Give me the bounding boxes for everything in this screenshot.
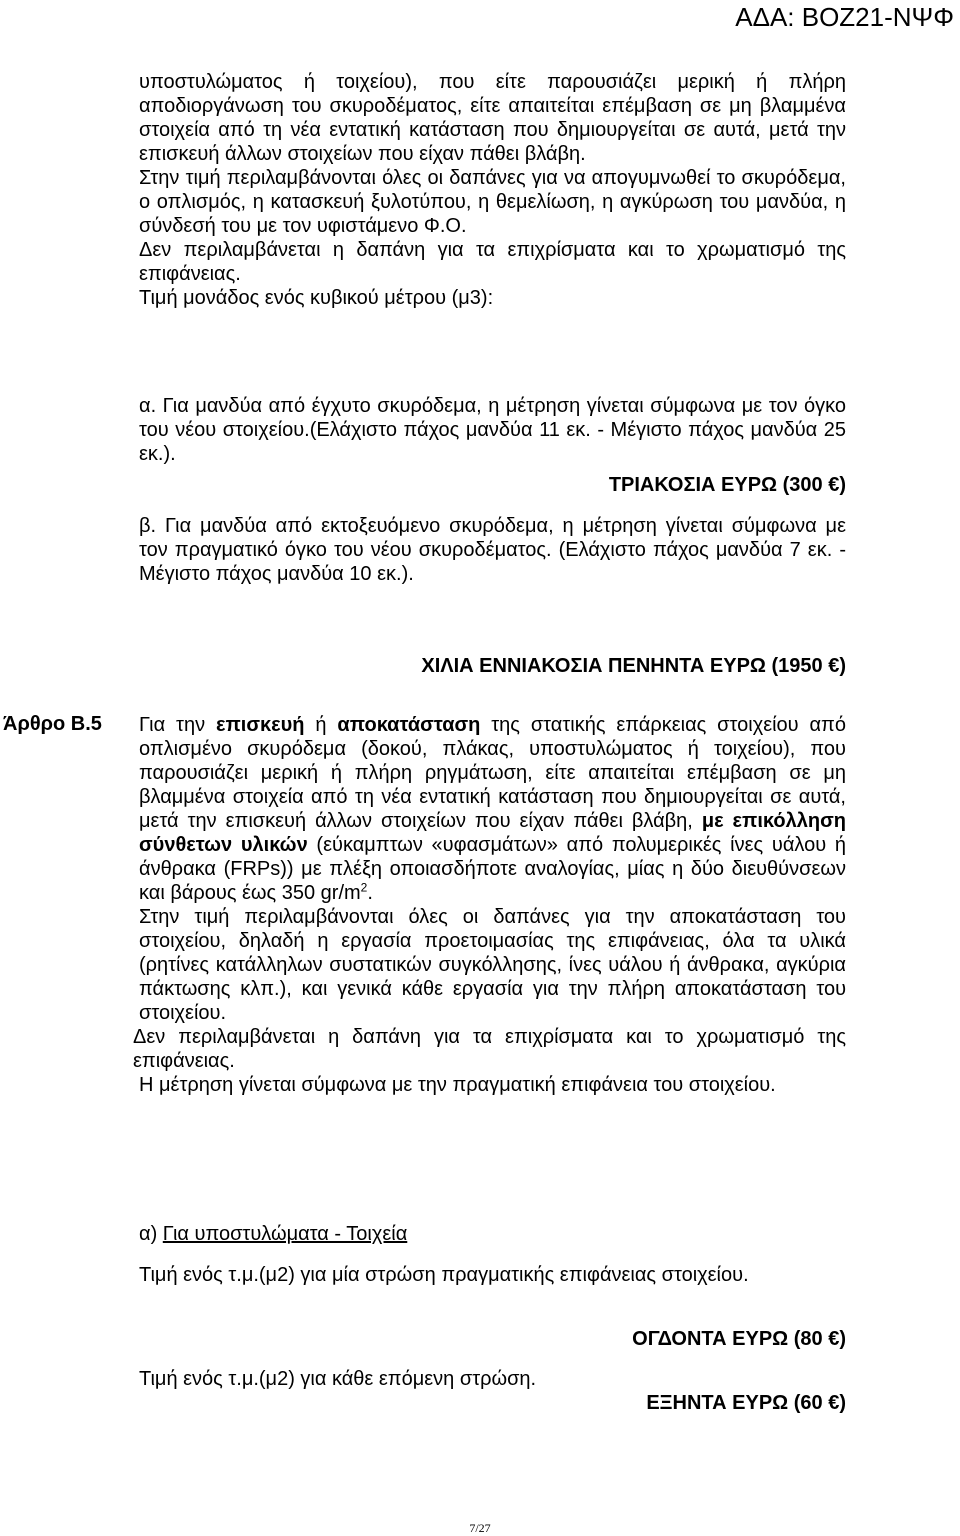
superscript: 2 xyxy=(360,880,368,895)
paragraph: Δεν περιλαμβάνεται η δαπάνη για τα επιχρίσματα και το χρωματισμό της επιφάνειας. xyxy=(133,1026,846,1072)
option-beta xyxy=(139,514,846,586)
paragraph: Στην τιμή περιλαμβάνονται όλες οι δαπάνες για την αποκατάσταση του στοιχείου, δηλαδή η εργασία προετοιμασίας της επιφάνειας, όλα τα υλικά (ρητίνες κατάλληλων συστατικών συγκόλλησης, ίνες υάλου ή άνθρακα, αγκύρια πάκτωσης κλπ.), και γενικά κάθε εργασία για την πλήρη αποκατάσταση του στοιχείου. xyxy=(139,906,846,1024)
text-run: . xyxy=(367,882,373,904)
paragraph: β. Για μανδύα από εκτοξευόμενο σκυρόδεμα, η μέτρηση γίνεται σύμφωνα με τον πραγματικό όγκο του νέου σκυροδέματος. (Ελάχιστο πάχος μανδύα 7 εκ. - Μέγιστο πάχος μανδύα 10 εκ.). xyxy=(139,515,846,585)
emphasis: με επικόλληση σύνθετων υλικών xyxy=(139,810,846,856)
page-number: 7/27 xyxy=(469,1521,491,1535)
text-run: ή xyxy=(304,714,338,736)
paragraph: Τιμή μονάδος ενός κυβικού μέτρου (μ3): xyxy=(139,287,494,309)
option-alpha xyxy=(139,394,846,466)
subsection-heading xyxy=(139,1222,846,1246)
subsection-title: Για υποστυλώματα - Τοιχεία xyxy=(162,1223,408,1245)
text-run: της στατικής επάρκειας στοιχείου από οπλισμένο σκυρόδεμα (δοκού, πλάκας, υποστυλώματος ή τοιχείου), που παρουσιάζει μερική ή πλήρη ρηγμάτωση, είτε απαιτείται επέμβαση σε μη βλαμμένα στοιχεία από τη νέα εντατική κατάσταση που δημιουργείται σε αυτά, μετά την επισκευή άλλων στοιχείων που είχαν πάθει βλάβη, xyxy=(139,714,846,832)
paragraph: υποστυλώματος ή τοιχείου), που είτε παρουσιάζει μερική ή πλήρη αποδιοργάνωση του σκυροδέματος, είτε απαιτείται επέμβαση σε μη βλαμμένα στοιχεία από τη νέα εντατική κατάσταση που δημιουργείται σε αυτά, μετά την επισκευή άλλων στοιχείων που είχαν πάθει βλάβη. xyxy=(139,71,846,165)
continued-description xyxy=(139,70,846,310)
paragraph xyxy=(139,713,846,905)
text-run: Για την xyxy=(139,714,216,736)
paragraph: Τιμή ενός τ.μ.(μ2) για μία στρώση πραγματικής επιφάνειας στοιχείου. xyxy=(139,1264,749,1286)
price-1: ΟΓΔΟΝΤΑ ΕΥΡΩ (80 €) xyxy=(632,1328,846,1350)
price-2: ΕΞΗΝΤΑ ΕΥΡΩ (60 €) xyxy=(646,1392,846,1414)
price-alpha: ΤΡΙΑΚΟΣΙΑ ΕΥΡΩ (300 €) xyxy=(608,474,846,496)
ada-code: ΑΔΑ: ΒΟΖ21-ΝΨΦ xyxy=(735,2,954,32)
price-description-2 xyxy=(139,1367,846,1391)
text-run: (εύκαμπτων «υφασμάτων» από πολυμερικές ίνες υάλου ή άνθρακα (FRPs)) με πλέξη οποιασδήποτε αναλογίας, μίας η δύο διευθύνσεων και βάρους έως 350 gr/m xyxy=(139,834,846,904)
emphasis: αποκατάσταση xyxy=(337,714,481,736)
price-beta: ΧΙΛΙΑ ΕΝΝΙΑΚΟΣΙΑ ΠΕΝΗΝΤΑ ΕΥΡΩ (1950 €) xyxy=(421,655,846,677)
price-description-1 xyxy=(139,1263,846,1287)
emphasis: επισκευή xyxy=(215,714,305,736)
subsection-prefix: α) xyxy=(139,1223,163,1245)
paragraph: Η μέτρηση γίνεται σύμφωνα με την πραγματική επιφάνεια του στοιχείου. xyxy=(139,1074,776,1096)
paragraph: Στην τιμή περιλαμβάνονται όλες οι δαπάνες για να απογυμνωθεί το σκυρόδεμα, ο οπλισμός, η κατασκευή ξυλοτύπου, η θεμελίωση, η αγκύρωση του μανδύα, η σύνδεσή του με τον υφιστάμενο Φ.Ο. xyxy=(139,167,846,237)
article-body xyxy=(133,713,846,1097)
article-label: Άρθρο Β.5 xyxy=(3,713,102,735)
paragraph: Τιμή ενός τ.μ.(μ2) για κάθε επόμενη στρώση. xyxy=(139,1368,537,1390)
paragraph: α. Για μανδύα από έγχυτο σκυρόδεμα, η μέτρηση γίνεται σύμφωνα με τον όγκο του νέου στοιχείου.(Ελάχιστο πάχος μανδύα 11 εκ. - Μέγιστο πάχος μανδύα 25 εκ.). xyxy=(139,395,846,465)
paragraph: Δεν περιλαμβάνεται η δαπάνη για τα επιχρίσματα και το χρωματισμό της επιφάνειας. xyxy=(139,239,846,285)
